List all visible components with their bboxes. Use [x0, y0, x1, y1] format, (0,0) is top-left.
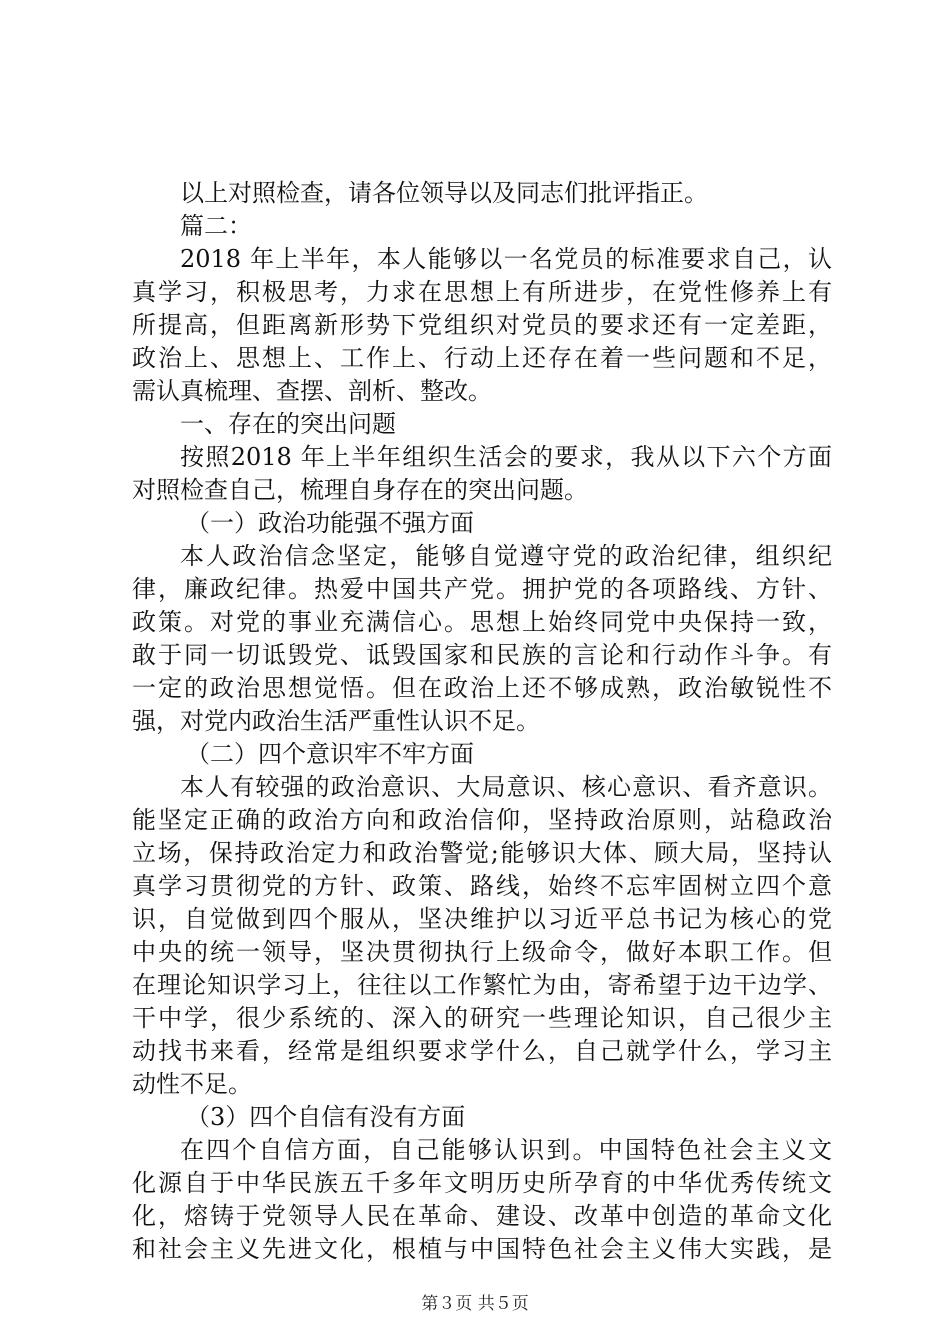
body-line: 所提高，但距离新形势下党组织对党员的要求还有一定差距， [132, 311, 832, 339]
body-line: 干中学，很少系统的、深入的研究一些理论知识，自己很少主 [132, 1004, 832, 1032]
body-line: 在理论知识学习上，往往以工作繁忙为由，寄希望于边干边学、 [132, 971, 832, 999]
subsection-heading: （3）四个自信有没有方面 [186, 1103, 466, 1131]
body-line: 政策。对党的事业充满信心。思想上始终同党中央保持一致， [132, 608, 832, 636]
page-footer: 第３页 共５页 [421, 1294, 529, 1314]
body-line: 动性不足。 [132, 1070, 252, 1098]
body-line: 本人政治信念坚定，能够自觉遵守党的政治纪律，组织纪 [180, 542, 832, 570]
body-line: 识，自觉做到四个服从，坚决维护以习近平总书记为核心的党 [132, 905, 832, 933]
body-line: 需认真梳理、查摆、剖析、整改。 [132, 377, 492, 405]
body-line: 在四个自信方面，自己能够认识到。中国特色社会主义文 [180, 1136, 832, 1164]
body-line: 对照检查自己，梳理自身存在的突出问题。 [132, 476, 588, 504]
body-line: 强，对党内政治生活严重性认识不足。 [132, 707, 540, 735]
subsection-heading: （二）四个意识牢不牢方面 [186, 740, 474, 768]
body-line: 能坚定正确的政治方向和政治信仰，坚持政治原则，站稳政治 [132, 806, 832, 834]
body-line: 2018 年上半年，本人能够以一名党员的标准要求自己，认 [180, 245, 832, 273]
body-line: 政治上、思想上、工作上、行动上还存在着一些问题和不足， [132, 344, 832, 372]
body-line: 真学习，积极思考，力求在思想上有所进步，在党性修养上有 [132, 278, 832, 306]
body-line: 中央的统一领导，坚决贯彻执行上级命令，做好本职工作。但 [132, 938, 832, 966]
section-heading: 篇二： [180, 212, 252, 240]
body-line: 敢于同一切诋毁党、诋毁国家和民族的言论和行动作斗争。有 [132, 641, 832, 669]
body-line: 按照2018 年上半年组织生活会的要求，我从以下六个方面 [180, 443, 832, 471]
body-line: 本人有较强的政治意识、大局意识、核心意识、看齐意识。 [180, 773, 832, 801]
body-line: 以上对照检查，请各位领导以及同志们批评指正。 [180, 179, 708, 207]
body-line: 和社会主义先进文化，根植与中国特色社会主义伟大实践，是 [132, 1235, 832, 1263]
body-line: 真学习贯彻党的方针、政策、路线，始终不忘牢固树立四个意 [132, 872, 832, 900]
body-line: 立场，保持政治定力和政治警觉;能够识大体、顾大局，坚持认 [132, 839, 832, 867]
body-line: 律，廉政纪律。热爱中国共产党。拥护党的各项路线、方针、 [132, 575, 832, 603]
body-line: 动找书来看，经常是组织要求学什么，自己就学什么，学习主 [132, 1037, 832, 1065]
body-line: 一定的政治思想觉悟。但在政治上还不够成熟，政治敏锐性不 [132, 674, 832, 702]
body-line: 化源自于中华民族五千多年文明历史所孕育的中华优秀传统文 [132, 1169, 832, 1197]
subsection-heading: 一、存在的突出问题 [180, 410, 396, 438]
subsection-heading: （一）政治功能强不强方面 [186, 509, 474, 537]
body-line: 化，熔铸于党领导人民在革命、建设、改革中创造的革命文化 [132, 1202, 832, 1230]
